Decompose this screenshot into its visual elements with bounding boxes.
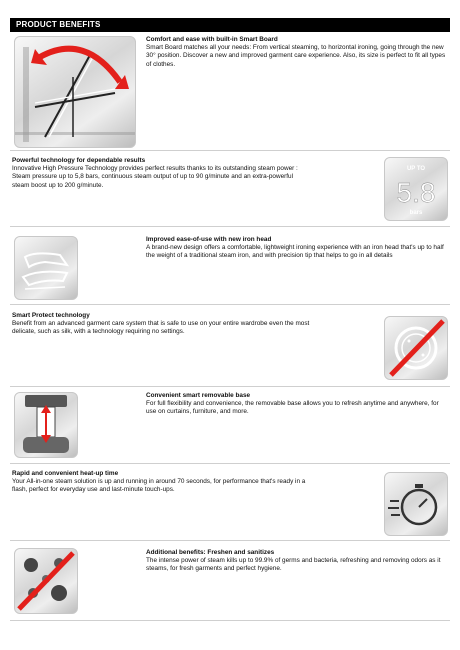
- benefit-title: Additional benefits: Freshen and sanitizes: [146, 549, 275, 556]
- divider: [10, 150, 450, 151]
- benefit-title: Improved ease-of-use with new iron head: [146, 236, 272, 243]
- benefit-body: Benefit from an advanced garment care system that is safe to use on your entire wardrobe even the most delicate, such as silk, with a technology requiring no settings.: [12, 320, 310, 336]
- no-burn-icon: [385, 317, 447, 379]
- divider: [10, 540, 450, 541]
- benefit-image-iron-head: [14, 236, 78, 300]
- benefit-text: [146, 236, 446, 261]
- stopwatch-icon: [385, 473, 447, 535]
- benefit-text: [146, 549, 446, 574]
- benefit-body: The intense power of steam kills up to 99.9% of germs and bacteria, refreshing and removing odors as it steams, for fresh garments and perfect hygiene.: [146, 557, 441, 573]
- divider: [10, 620, 450, 621]
- benefit-text: [12, 470, 312, 495]
- benefit-body: Your All-in-one steam solution is up and running in around 70 seconds, for performance that's ready in a flash, perfect for everyday use and last-minute touch-ups.: [12, 478, 306, 494]
- benefit-text: [12, 157, 312, 190]
- no-germs-icon: [15, 549, 77, 613]
- divider: [10, 304, 450, 305]
- benefit-image-smart-protect: [384, 316, 448, 380]
- removable-base-icon: [15, 393, 77, 457]
- benefit-title: Smart Protect technology: [12, 312, 90, 319]
- benefit-image-smart-board: [14, 36, 136, 148]
- benefit-title: Powerful technology for dependable results: [12, 157, 146, 164]
- benefit-image-pressure: [384, 157, 448, 221]
- benefit-body: Smart Board matches all your needs: From vertical steaming, to horizontal ironing, going through the new 30° position. Discover a new and improved garment care experience. Also, its size is perfect to fit all types of clothes.: [146, 44, 446, 68]
- benefit-body: A brand-new design offers a comfortable, lightweight ironing experience with an iron head that's up to half the weight of a traditional steam iron, and with precision tip that helps to go in all details: [146, 244, 444, 260]
- benefit-body: For full flexibility and convenience, the removable base allows you to refresh anytime and anywhere, for use on curtains, furniture, and more.: [146, 400, 439, 416]
- benefit-title: Rapid and convenient heat-up time: [12, 470, 119, 477]
- divider: [10, 386, 450, 387]
- benefit-title: Comfort and ease with built-in Smart Board: [146, 36, 278, 43]
- benefit-text: [12, 312, 312, 337]
- smart-board-icon: [15, 37, 135, 147]
- badge-value: 5.8: [396, 177, 436, 208]
- iron-head-icon: [15, 237, 77, 299]
- badge-top: UP TO: [406, 166, 426, 172]
- divider: [10, 226, 450, 227]
- benefit-image-heat-up: [384, 472, 448, 536]
- benefit-body: Innovative High Pressure Technology provides perfect results thanks to its outstanding steam power : Steam pressure up to 5,8 bars, continuous steam output of up to 90 g/minute and an extra-powerful steam boost up to 200 g/minute.: [12, 165, 298, 189]
- badge-unit: bars: [409, 210, 423, 216]
- benefit-title: Convenient smart removable base: [146, 392, 251, 399]
- benefit-image-freshen: [14, 548, 78, 614]
- divider: [10, 463, 450, 464]
- section-header-title: PRODUCT BENEFITS: [16, 20, 101, 29]
- section-header: [10, 18, 450, 32]
- benefit-image-removable-base: [14, 392, 78, 458]
- pressure-gauge-icon: [385, 158, 447, 220]
- benefit-text: [146, 36, 446, 69]
- benefit-text: [146, 392, 446, 417]
